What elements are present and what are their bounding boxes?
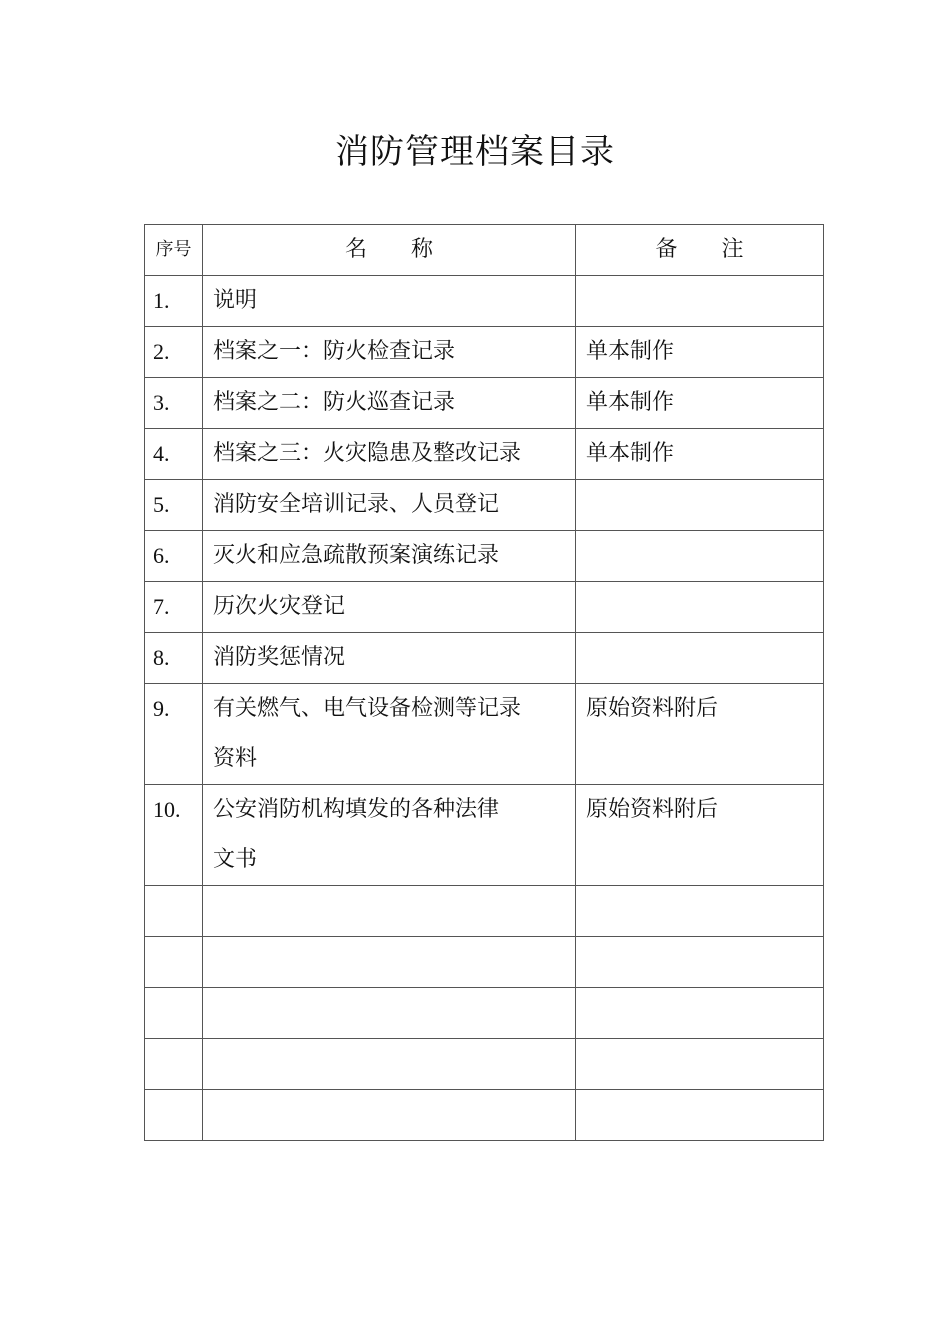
row-name: 消防奖惩情况 xyxy=(203,633,576,684)
table-row-empty xyxy=(145,1039,824,1090)
table-row xyxy=(145,684,824,785)
empty-cell xyxy=(203,1039,576,1090)
row-name xyxy=(203,785,576,886)
row-remark xyxy=(576,276,824,327)
row-name: 灭火和应急疏散预案演练记录 xyxy=(203,531,576,582)
row-seq: 9. xyxy=(145,684,203,785)
row-name: 档案之三：火灾隐患及整改记录 xyxy=(203,429,576,480)
empty-cell xyxy=(145,1039,203,1090)
empty-cell xyxy=(203,886,576,937)
archive-catalog-table xyxy=(144,224,824,1141)
table-row-empty xyxy=(145,937,824,988)
row-seq: 8. xyxy=(145,633,203,684)
row-name: 消防安全培训记录、人员登记 xyxy=(203,480,576,531)
empty-cell xyxy=(576,886,824,937)
table-row-empty xyxy=(145,1090,824,1141)
row-seq: 4. xyxy=(145,429,203,480)
row-name: 档案之二：防火巡查记录 xyxy=(203,378,576,429)
row-name: 说明 xyxy=(203,276,576,327)
page-title: 消防管理档案目录 xyxy=(335,132,615,172)
header-seq: 序号 xyxy=(145,225,203,276)
table-row xyxy=(145,633,824,684)
table-row xyxy=(145,582,824,633)
empty-cell xyxy=(576,1039,824,1090)
row-remark: 单本制作 xyxy=(576,327,824,378)
empty-cell xyxy=(145,937,203,988)
table-row xyxy=(145,531,824,582)
empty-cell xyxy=(576,937,824,988)
header-remark: 备 注 xyxy=(576,225,824,276)
row-name: 档案之一：防火检查记录 xyxy=(203,327,576,378)
row-seq: 5. xyxy=(145,480,203,531)
table-row-empty xyxy=(145,886,824,937)
row-seq: 7. xyxy=(145,582,203,633)
empty-cell xyxy=(145,988,203,1039)
table-row xyxy=(145,785,824,886)
empty-cell xyxy=(203,988,576,1039)
row-remark: 单本制作 xyxy=(576,378,824,429)
row-remark xyxy=(576,582,824,633)
row-remark: 原始资料附后 xyxy=(576,785,824,886)
empty-cell xyxy=(145,886,203,937)
empty-cell xyxy=(203,1090,576,1141)
empty-cell xyxy=(203,937,576,988)
empty-cell xyxy=(576,1090,824,1141)
row-name-line: 文书 xyxy=(213,847,258,872)
table-header-row xyxy=(145,225,824,276)
row-name-line: 有关燃气、电气设备检测等记录 xyxy=(213,696,522,721)
row-remark xyxy=(576,633,824,684)
table-row xyxy=(145,378,824,429)
table-row xyxy=(145,276,824,327)
row-remark xyxy=(576,480,824,531)
header-name: 名 称 xyxy=(203,225,576,276)
table-row xyxy=(145,480,824,531)
row-seq: 2. xyxy=(145,327,203,378)
row-seq: 3. xyxy=(145,378,203,429)
table-row xyxy=(145,327,824,378)
row-name xyxy=(203,684,576,785)
table-row xyxy=(145,429,824,480)
row-name: 历次火灾登记 xyxy=(203,582,576,633)
row-name-line: 资料 xyxy=(213,746,258,771)
row-seq: 10. xyxy=(145,785,203,886)
empty-cell xyxy=(576,988,824,1039)
row-seq: 6. xyxy=(145,531,203,582)
row-remark: 单本制作 xyxy=(576,429,824,480)
row-name-line: 公安消防机构填发的各种法律 xyxy=(213,797,500,822)
row-seq: 1. xyxy=(145,276,203,327)
row-remark xyxy=(576,531,824,582)
table-row-empty xyxy=(145,988,824,1039)
row-remark: 原始资料附后 xyxy=(576,684,824,785)
empty-cell xyxy=(145,1090,203,1141)
